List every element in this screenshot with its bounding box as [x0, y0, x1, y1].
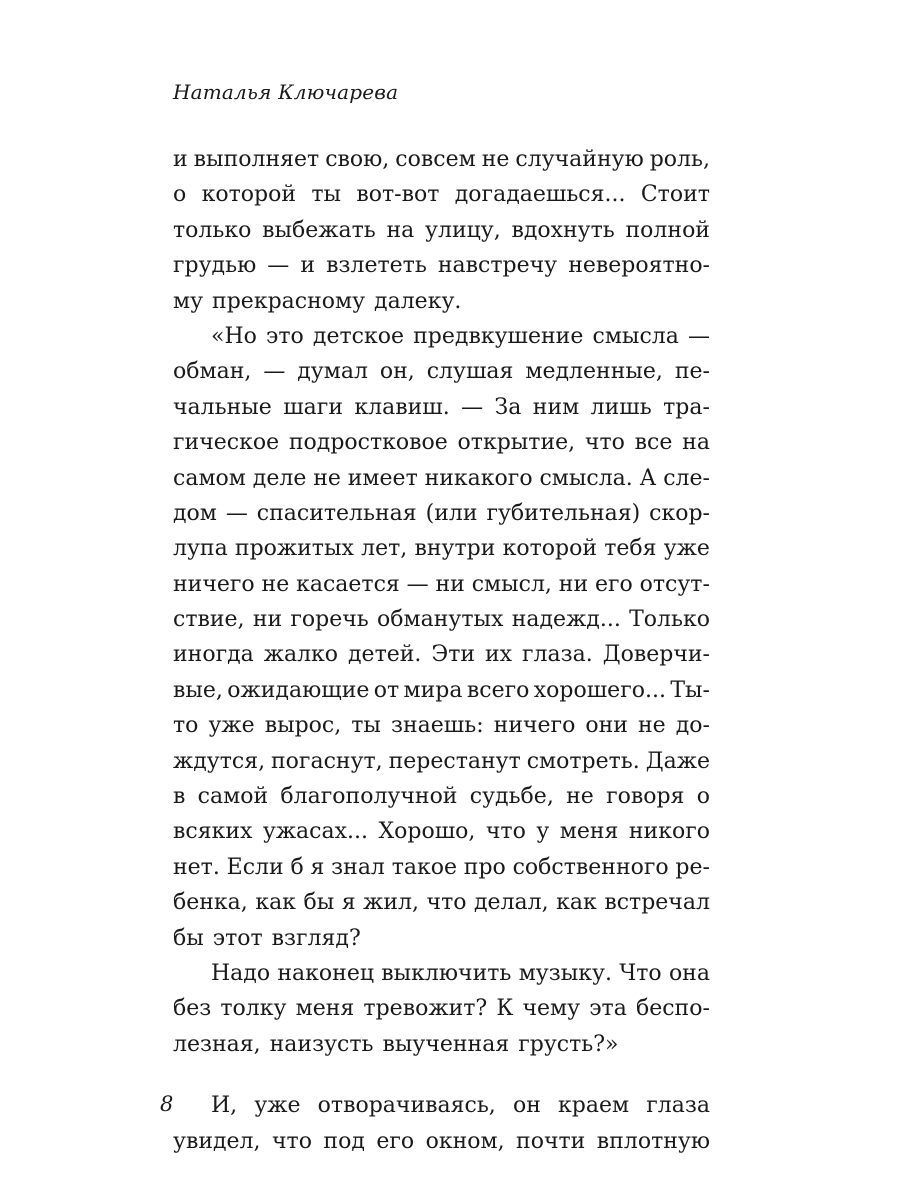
word: медленные, [525, 359, 663, 385]
word: как [255, 890, 296, 916]
word: тебя [604, 536, 657, 562]
word: самом [173, 465, 246, 491]
word: — [461, 394, 484, 420]
text-line [173, 956, 710, 991]
word: смысла [592, 323, 679, 349]
word: такое [391, 854, 458, 880]
page-number: 8 [160, 1092, 174, 1116]
word: под [323, 1128, 365, 1154]
word: наконец [277, 960, 374, 986]
word: лет, [361, 536, 408, 562]
word: отсут- [639, 571, 710, 597]
word: выключить [381, 960, 512, 986]
word: благополучной [280, 784, 458, 810]
word: случайную [515, 147, 644, 172]
word: К [496, 996, 514, 1022]
word: б [290, 854, 304, 880]
word: подростковое [288, 430, 448, 456]
word: без [173, 996, 212, 1022]
word: о [696, 784, 710, 810]
word: вые, [173, 677, 223, 703]
word: горечь [290, 607, 369, 633]
word: невероятно- [568, 253, 710, 279]
text-line [173, 744, 710, 779]
word: и [300, 253, 316, 279]
word: которой [502, 536, 597, 562]
text-line [173, 991, 710, 1026]
word: Даже [645, 748, 710, 774]
word: ожидающие [227, 677, 370, 703]
word: выбежать [262, 217, 376, 243]
word: слушая [426, 359, 514, 385]
text-line [173, 1124, 710, 1159]
word: выполняет [193, 147, 320, 172]
word: никакого [424, 465, 533, 491]
word: его [376, 1128, 415, 1154]
word: что [426, 890, 467, 916]
word: ждутся, [173, 748, 266, 774]
word: только [173, 217, 252, 243]
word: у [536, 819, 550, 845]
word: чальные [173, 394, 272, 420]
word: — [688, 323, 710, 349]
word: не [566, 784, 594, 810]
word: что [271, 1128, 312, 1154]
word: скор- [649, 500, 710, 526]
word: не [481, 147, 510, 172]
word: — [225, 500, 248, 526]
word: Ты- [670, 677, 710, 703]
word: от [373, 677, 400, 703]
word: как [556, 890, 597, 916]
word: ствие, [173, 607, 245, 633]
word: свою, [325, 147, 390, 172]
text-line [173, 248, 710, 283]
word: глаза. [522, 642, 593, 668]
word: перестанут [388, 748, 521, 774]
word: это [266, 323, 304, 349]
word: И, [211, 1093, 238, 1119]
word: — [263, 359, 286, 385]
word: Стоит [640, 182, 710, 208]
text-line [173, 213, 710, 248]
word: я [310, 854, 325, 880]
word: грудью [173, 253, 257, 279]
word: А [639, 465, 657, 491]
word: вырос, [264, 713, 342, 739]
word: краем [558, 1093, 630, 1119]
text-line [173, 461, 710, 496]
word: За [494, 394, 522, 420]
word: деле [252, 465, 307, 491]
text-line [173, 779, 710, 814]
word: клавиш. [354, 394, 450, 420]
word: он [512, 1093, 541, 1119]
word: обманутых [377, 607, 504, 633]
word: музыку. [518, 960, 612, 986]
word: до- [675, 713, 710, 739]
word: губительная) [486, 500, 641, 526]
word: я [341, 890, 356, 916]
word: не [637, 713, 666, 739]
word: детей. [348, 642, 422, 668]
word: уже [208, 713, 255, 739]
text-line [173, 637, 710, 672]
word: ним [532, 394, 580, 420]
word: полной [625, 217, 710, 243]
word: меня [295, 996, 355, 1022]
word: тра- [663, 394, 710, 420]
word: ты [351, 713, 381, 739]
word: ни [252, 607, 283, 633]
word: имеет [347, 465, 418, 491]
word: погаснут, [271, 748, 383, 774]
word: в [173, 784, 186, 810]
word: которой [201, 182, 296, 208]
word: спасительная [256, 500, 417, 526]
word: Только [629, 607, 710, 633]
word: что [485, 819, 526, 845]
word: Эти [431, 642, 476, 668]
word: лишь [590, 394, 652, 420]
text-line [173, 850, 710, 885]
word: — [406, 571, 429, 597]
word: толку [220, 996, 287, 1022]
word: что [584, 430, 625, 456]
word: уже [663, 536, 710, 562]
word: шаги [283, 394, 343, 420]
word: Надо [211, 960, 271, 986]
word: смысла. [539, 465, 633, 491]
word: навстречу [437, 253, 558, 279]
body-text [173, 142, 710, 1159]
text-line: лезная, наизусть выученная грусть?» [173, 1031, 619, 1057]
word: взлететь [326, 253, 427, 279]
word: «Но [211, 323, 257, 349]
word: о [173, 182, 187, 208]
text-line [173, 177, 710, 212]
text-line [173, 673, 710, 708]
word: на [682, 430, 710, 456]
word: бенка, [173, 890, 248, 916]
word: знал [331, 854, 385, 880]
word: меня [559, 819, 619, 845]
text-line [173, 708, 710, 743]
word: нет. [173, 854, 220, 880]
text-line [173, 496, 710, 531]
text-line [173, 531, 710, 566]
word: чему [522, 996, 581, 1022]
word: смотреть. [526, 748, 640, 774]
word: дом [173, 500, 217, 526]
word: сле- [663, 465, 710, 491]
word: они [585, 713, 628, 739]
word: смысл, [471, 571, 552, 597]
word: про [463, 854, 506, 880]
word: ты [311, 182, 342, 208]
word: Хорошо, [378, 819, 476, 845]
word: предвкушение [413, 323, 584, 349]
word: иногда [173, 642, 254, 668]
word: самой [197, 784, 269, 810]
word: делал, [474, 890, 549, 916]
word: лупа [173, 536, 228, 562]
word: не [261, 571, 290, 597]
word: увидел, [173, 1128, 261, 1154]
word: Если [226, 854, 284, 880]
word: всяких [173, 819, 253, 845]
word: хорошего... [533, 677, 666, 703]
word: — [267, 253, 290, 279]
word: то [173, 713, 199, 739]
text-line [173, 142, 710, 177]
word: их [485, 642, 513, 668]
word: совсем [395, 147, 476, 172]
word: Доверчи- [602, 642, 710, 668]
word: обман, [173, 359, 252, 385]
word: мира [403, 677, 463, 703]
word: улицу, [425, 217, 501, 243]
running-head-author: Наталья Ключарева [173, 80, 399, 104]
word: жалко [263, 642, 339, 668]
word: вплотную [596, 1128, 710, 1154]
word: почти [516, 1128, 586, 1154]
text-line [173, 885, 710, 920]
word: ничего [493, 713, 576, 739]
word: на [386, 217, 415, 243]
word: все [634, 430, 673, 456]
word: Что [619, 960, 662, 986]
word: собственного [512, 854, 669, 880]
word: ужасах... [262, 819, 368, 845]
word: бы [303, 890, 335, 916]
word: ре- [675, 854, 710, 880]
word: окном, [425, 1128, 505, 1154]
word: эта [589, 996, 627, 1022]
word: роль, [649, 147, 710, 172]
text-line [173, 1088, 710, 1123]
text-line [173, 425, 710, 460]
word: всего [466, 677, 530, 703]
word: внутри [414, 536, 496, 562]
word: тревожит? [363, 996, 488, 1022]
word: детское [312, 323, 404, 349]
word: ничего [173, 571, 255, 597]
word: (или [425, 500, 478, 526]
word: прожитых [234, 536, 354, 562]
text-line [173, 390, 710, 425]
text-line [173, 354, 710, 389]
word: думал [297, 359, 368, 385]
word: глаза [646, 1093, 710, 1119]
word: беспо- [635, 996, 710, 1022]
word: открытие, [457, 430, 576, 456]
word: говоря [606, 784, 685, 810]
word: его [594, 571, 633, 597]
word: никого [628, 819, 710, 845]
word: он, [379, 359, 415, 385]
word: судьбе, [469, 784, 554, 810]
word: ни [435, 571, 465, 597]
text-line: бы этот взгляд? [173, 925, 361, 951]
word: надежд... [511, 607, 621, 633]
word: вдохнуть [511, 217, 615, 243]
word: уже [254, 1093, 301, 1119]
word: пе- [674, 359, 710, 385]
word: знаешь: [390, 713, 484, 739]
text-line [173, 602, 710, 637]
word: и [173, 147, 188, 172]
text-line [173, 319, 710, 354]
word: отворачиваясь, [317, 1093, 496, 1119]
text-line [173, 567, 710, 602]
text-line [173, 814, 710, 849]
word: жил, [363, 890, 420, 916]
text-line: му прекрасному далеку. [173, 288, 462, 314]
word: она [668, 960, 710, 986]
word: вот-вот [356, 182, 440, 208]
word: гическое [173, 430, 280, 456]
word: не [313, 465, 341, 491]
word: встречал [604, 890, 710, 916]
word: ни [558, 571, 589, 597]
word: касается [296, 571, 400, 597]
word: догадаешься... [454, 182, 626, 208]
